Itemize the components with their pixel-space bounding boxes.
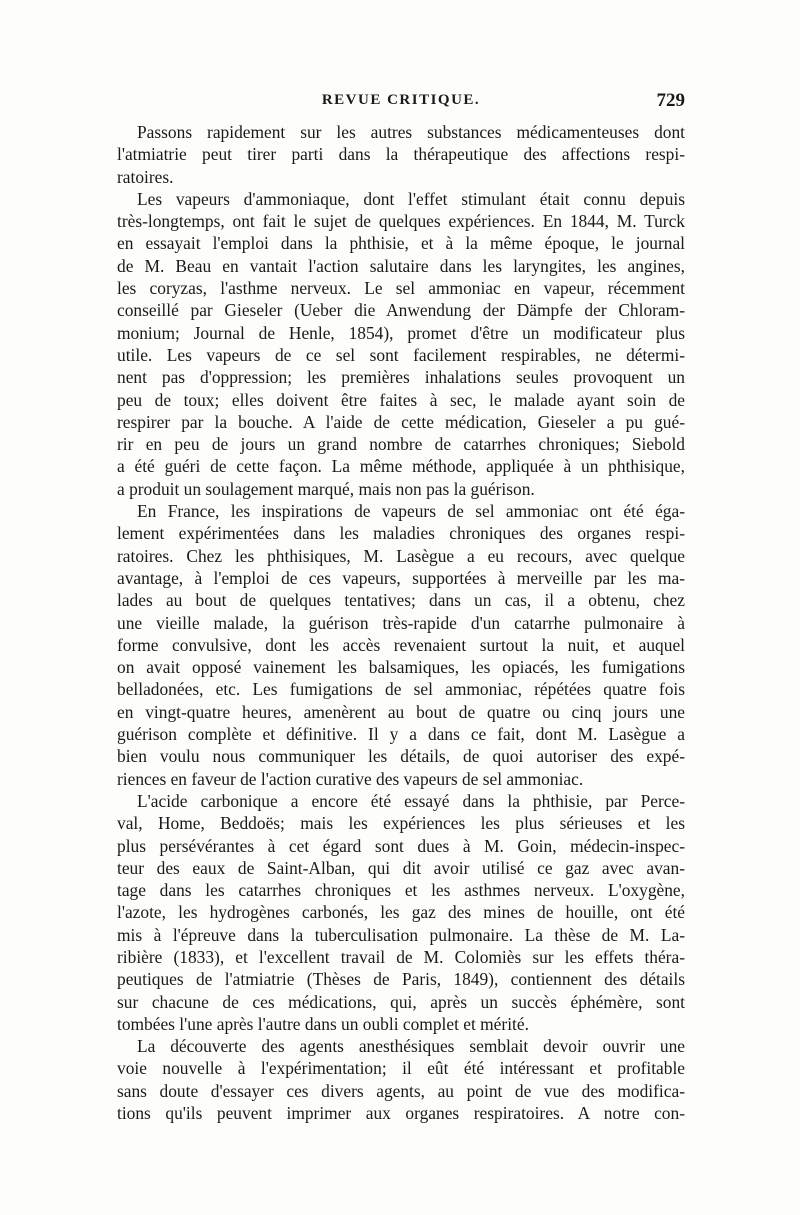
paragraph	[117, 1035, 685, 1124]
text-line: forme convulsive, dont les accès revenaient surtout la nuit, et auquel	[117, 634, 685, 655]
text-line: lades au bout de quelques tentatives; dans un cas, il a obtenu, chez	[117, 590, 685, 611]
text-line: avantage, à l'emploi de ces vapeurs, supportées à merveille par les ma-	[117, 567, 685, 588]
text-line: Passons rapidement sur les autres substances médicamenteuses dont	[137, 122, 685, 142]
text-line: les coryzas, l'asthme nerveux. Le sel ammoniac en vapeur, récemment	[117, 278, 685, 299]
text-line: lement expérimentées dans les maladies chroniques des organes respi-	[117, 523, 685, 544]
text-line: peutiques de l'atmiatrie (Thèses de Paris, 1849), contiennent des détails	[117, 969, 685, 990]
text-line: Les vapeurs d'ammoniaque, dont l'effet stimulant était connu depuis	[137, 188, 685, 209]
paragraph	[117, 790, 685, 1035]
text-line: a été guéri de cette façon. La même méthode, appliquée à un phthisique,	[117, 456, 685, 477]
text-line: sans doute d'essayer ces divers agents, au point de vue des modifica-	[117, 1080, 685, 1101]
text-line: val, Home, Beddoës; mais les expériences les plus sérieuses et les	[117, 813, 685, 834]
text-line: L'acide carbonique a encore été essayé dans la phthisie, par Perce-	[137, 790, 685, 811]
text-line: sur chacune de ces médications, qui, après un succès éphémère, sont	[117, 991, 685, 1012]
text-line: nent pas d'oppression; les premières inhalations seules provoquent un	[117, 367, 685, 388]
text-line: rir en peu de jours un grand nombre de catarrhes chroniques; Siebold	[117, 434, 685, 455]
text-line: ratoires.	[117, 166, 174, 187]
text-line: respirer par la bouche. A l'aide de cette médication, Gieseler a pu gué-	[117, 411, 685, 432]
text-line: on avait opposé vainement les balsamiques, les opiacés, les fumigations	[117, 657, 685, 678]
text-line: peu de toux; elles doivent être faites à sec, le malade ayant soin de	[117, 389, 685, 410]
text-line: teur des eaux de Saint-Alban, qui dit avoir utilisé ce gaz avec avan-	[117, 857, 685, 878]
text-line: plus persévérantes à cet égard sont dues à M. Goin, médecin-inspec-	[117, 835, 685, 856]
text-line: ribière (1833), et l'excellent travail de M. Colomiès sur les effets théra-	[117, 946, 685, 967]
paragraph	[117, 500, 685, 790]
text-line: riences en faveur de l'action curative des vapeurs de sel ammoniac.	[117, 768, 584, 789]
text-line: l'atmiatrie peut tirer parti dans la thérapeutique des affections respi-	[117, 144, 685, 165]
text-line: voie nouvelle à l'expérimentation; il eût été intéressant et profitable	[117, 1058, 685, 1079]
text-line: l'azote, les hydrogènes carbonés, les gaz des mines de houille, ont été	[117, 902, 685, 923]
text-line: mis à l'épreuve dans la tuberculisation pulmonaire. La thèse de M. La-	[117, 924, 685, 945]
text-line: monium; Journal de Henle, 1854), promet d'être un modificateur plus	[117, 322, 685, 343]
running-head	[117, 92, 685, 114]
text-line: très-longtemps, ont fait le sujet de quelques expériences. En 1844, M. Turck	[117, 211, 685, 232]
text-line: tombées l'une après l'autre dans un oubli complet et mérité.	[117, 1013, 529, 1034]
text-line: La découverte des agents anesthésiques semblait devoir ouvrir une	[137, 1036, 685, 1057]
text-line: En France, les inspirations de vapeurs de sel ammoniac ont été éga-	[137, 501, 685, 522]
text-line: belladonées, etc. Les fumigations de sel ammoniac, répétées quatre fois	[117, 679, 685, 700]
text-line: en vingt-quatre heures, amenèrent au bout de quatre ou cinq jours une	[117, 701, 685, 722]
text-line: conseillé par Gieseler (Ueber die Anwendung der Dämpfe der Chloram-	[117, 300, 685, 321]
text-line: utile. Les vapeurs de ce sel sont facilement respirables, ne détermi-	[117, 344, 685, 365]
text-line: tions qu'ils peuvent imprimer aux organes respiratoires. A notre con-	[117, 1103, 685, 1124]
text-line: guérison complète et définitive. Il y a dans ce fait, dont M. Lasègue a	[117, 724, 685, 745]
text-line: a produit un soulagement marqué, mais non pas la guérison.	[117, 478, 535, 499]
paragraph	[117, 121, 685, 188]
paragraph	[117, 188, 685, 500]
text-line: tage dans les catarrhes chroniques et les asthmes nerveux. L'oxygène,	[117, 880, 685, 901]
body-text	[117, 121, 685, 1124]
text-line: bien voulu nous communiquer les détails, de quoi autoriser des expé-	[117, 746, 685, 767]
text-line: ratoires. Chez les phthisiques, M. Lasègue a eu recours, avec quelque	[117, 545, 685, 566]
page-number: 729	[656, 90, 685, 111]
text-line: en essayait l'emploi dans la phthisie, et à la même époque, le journal	[117, 233, 685, 254]
text-line: une vieille malade, la guérison très-rapide d'un catarrhe pulmonaire à	[117, 612, 685, 633]
running-title: REVUE CRITIQUE.	[321, 92, 481, 108]
text-line: de M. Beau en vantait l'action salutaire dans les laryngites, les angines,	[117, 255, 685, 276]
